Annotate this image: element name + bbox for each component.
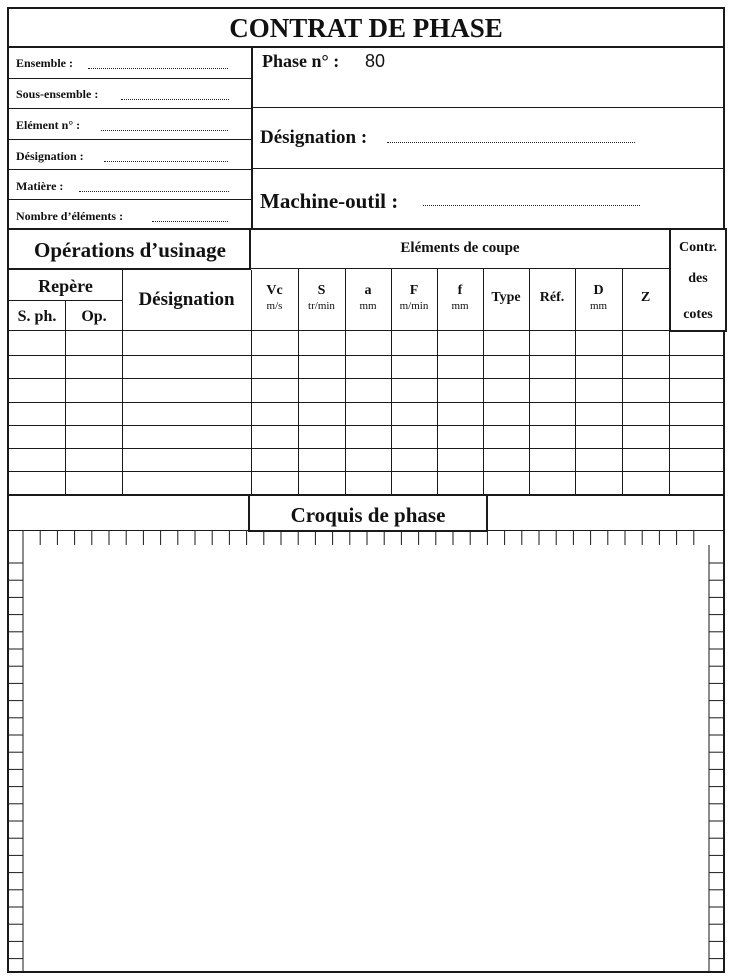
col-vc-name: Vc	[266, 283, 283, 298]
croquis-drawing-area[interactable]	[9, 531, 723, 971]
col-f-speed-name: F	[409, 283, 419, 298]
col-a-unit: mm	[359, 300, 377, 312]
machine-outil-field[interactable]	[423, 205, 640, 206]
col-ref-name: Réf.	[539, 290, 565, 305]
ensemble-label: Ensemble :	[16, 56, 73, 70]
sous-ensemble-field[interactable]	[121, 99, 229, 100]
control-line-1: Contr.	[679, 240, 717, 255]
operations-title: Opérations d’usinage	[34, 238, 226, 262]
col-a	[345, 283, 391, 312]
col-s	[298, 283, 345, 312]
designation-left-label: Désignation :	[16, 149, 84, 163]
col-f-speed	[391, 283, 437, 312]
col-f-feed-name: f	[457, 283, 463, 298]
col-f-speed-unit: m/min	[399, 300, 429, 312]
ruler-ticks	[9, 531, 723, 971]
phase-number-value[interactable]: 80	[365, 51, 386, 71]
nombre-elements-field[interactable]	[152, 221, 228, 222]
control-line-2: des	[688, 271, 708, 286]
sous-ensemble-label: Sous-ensemble :	[16, 87, 99, 101]
op-header: Op.	[81, 308, 107, 325]
phase-number-label: Phase n° :	[262, 51, 340, 71]
matiere-field[interactable]	[79, 191, 229, 192]
col-d	[575, 283, 622, 312]
col-d-name: D	[593, 283, 604, 298]
ensemble-field[interactable]	[88, 68, 228, 69]
col-z	[622, 290, 669, 306]
col-d-unit: mm	[589, 300, 608, 312]
nombre-elements-label: Nombre d’éléments :	[16, 209, 124, 223]
repere-header: Repère	[38, 276, 93, 296]
matiere-label: Matière :	[16, 179, 64, 193]
designation-field[interactable]	[387, 142, 635, 143]
col-type-name: Type	[491, 290, 521, 305]
col-type	[483, 290, 529, 306]
col-z-name: Z	[640, 290, 651, 305]
page-title: CONTRAT DE PHASE	[229, 13, 503, 43]
col-vc	[251, 283, 298, 312]
col-s-name: S	[317, 283, 326, 298]
croquis-title: Croquis de phase	[290, 503, 446, 527]
designation-column-header: Désignation	[138, 289, 235, 310]
col-f-feed	[437, 283, 483, 312]
col-f-feed-unit: mm	[451, 300, 469, 312]
cutting-elements-title: Eléments de coupe	[400, 240, 520, 256]
sph-header: S. ph.	[17, 308, 57, 325]
col-vc-unit: m/s	[266, 300, 283, 312]
designation-label: Désignation :	[260, 127, 368, 148]
element-number-label: Elément n° :	[16, 118, 81, 132]
element-number-field[interactable]	[101, 130, 228, 131]
machine-outil-label: Machine-outil :	[260, 189, 399, 213]
designation-left-field[interactable]	[104, 161, 228, 162]
col-a-name: a	[364, 283, 372, 298]
phase-contract-sheet	[7, 7, 725, 973]
col-s-unit: tr/min	[308, 300, 335, 312]
control-line-3: cotes	[683, 307, 713, 322]
col-ref	[529, 290, 575, 306]
